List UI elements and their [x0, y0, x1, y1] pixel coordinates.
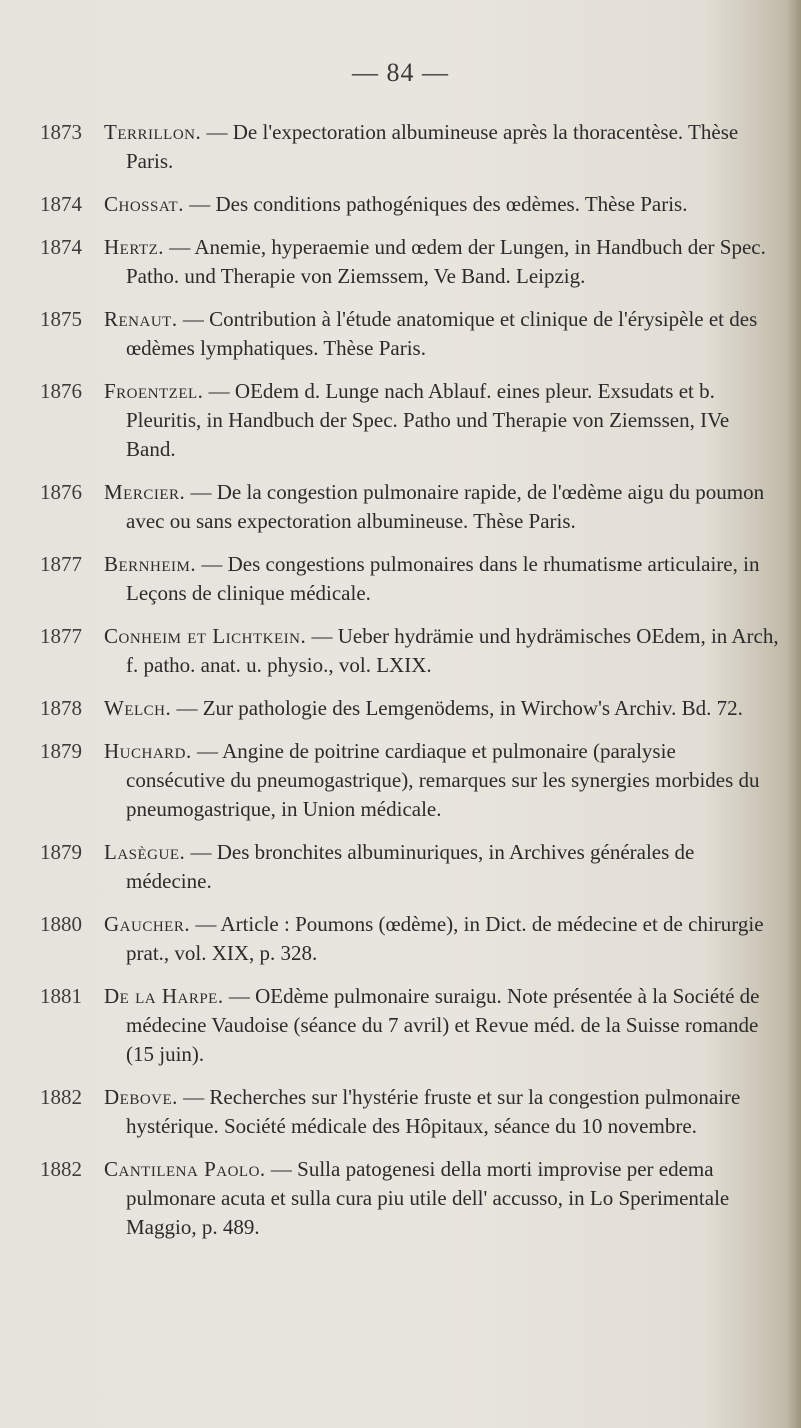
entry-year: 1879: [40, 739, 82, 763]
entry-text: — Zur pathologie des Lemgenödems, in Wirchow's Archiv. Bd. 72.: [171, 696, 743, 720]
entry-author: Renaut.: [104, 307, 178, 331]
bibliography-entry: [40, 737, 780, 824]
entry-year: 1878: [40, 696, 82, 720]
entry-body: [98, 910, 780, 968]
bibliography-entry: [40, 118, 780, 176]
bibliography-list: [40, 118, 780, 1256]
entry-text: — Sulla patogenesi della morti improvise per edema pulmonare acuta et sulla cura piu utile dell' accusso, in Lo Sperimentale Maggio, p. 489.: [126, 1157, 730, 1239]
entry-year: 1876: [40, 379, 82, 403]
entry-body: [98, 190, 780, 219]
entry-body: [98, 118, 780, 176]
entry-author: Terrillon.: [104, 120, 202, 144]
entry-body: [98, 694, 780, 723]
bibliography-entry: [40, 838, 780, 896]
entry-body: [98, 377, 780, 464]
entry-text: — Article : Poumons (œdème), in Dict. de médecine et de chirurgie prat., vol. XIX, p. 328.: [126, 912, 764, 965]
bibliography-entry: [40, 190, 780, 219]
entry-year: 1880: [40, 912, 82, 936]
entry-text: — Des congestions pulmonaires dans le rhumatisme articulaire, in Leçons de clinique médicale.: [126, 552, 760, 605]
entry-author: Froentzel.: [104, 379, 204, 403]
entry-text: — Ueber hydrämie und hydrämisches OEdem, in Arch, f. patho. anat. u. physio., vol. LXIX.: [126, 624, 779, 677]
bibliography-entry: [40, 305, 780, 363]
entry-text: — De l'expectoration albumineuse après la thoracentèse. Thèse Paris.: [126, 120, 739, 173]
page-edge-shadow: [787, 0, 801, 1428]
bibliography-entry: [40, 982, 780, 1069]
entry-body: [98, 1083, 780, 1141]
bibliography-entry: [40, 233, 780, 291]
entry-text: — Anemie, hyperaemie und œdem der Lungen, in Handbuch der Spec. Patho. und Therapie von Ziemssem, Ve Band. Leipzig.: [126, 235, 766, 288]
entry-year: 1881: [40, 984, 82, 1008]
entry-body: [98, 982, 780, 1069]
entry-author: Huchard.: [104, 739, 192, 763]
entry-text: — Contribution à l'étude anatomique et clinique de l'érysipèle et des œdèmes lymphatiques. Thèse Paris.: [126, 307, 758, 360]
bibliography-entry: [40, 694, 780, 723]
entry-author: De la Harpe.: [104, 984, 224, 1008]
entry-year: 1874: [40, 192, 82, 216]
entry-author: Debove.: [104, 1085, 178, 1109]
bibliography-entry: [40, 910, 780, 968]
entry-body: [98, 838, 780, 896]
entry-author: Gaucher.: [104, 912, 191, 936]
entry-author: Lasègue.: [104, 840, 186, 864]
bibliography-entry: [40, 377, 780, 464]
entry-text: — OEdème pulmonaire suraigu. Note présentée à la Société de médecine Vaudoise (séance du 7 avril) et Revue méd. de la Suisse romande (15 juin).: [126, 984, 760, 1066]
bibliography-entry: [40, 1083, 780, 1141]
entry-body: [98, 233, 780, 291]
entry-year: 1882: [40, 1085, 82, 1109]
entry-text: — OEdem d. Lunge nach Ablauf. eines pleur. Exsudats et b. Pleuritis, in Handbuch der Spec. Patho und Therapie von Ziemssen, IVe Band.: [126, 379, 730, 461]
entry-year: 1873: [40, 120, 82, 144]
page-number: — 84 —: [352, 58, 449, 87]
entry-text: — Des conditions pathogéniques des œdèmes. Thèse Paris.: [183, 192, 688, 216]
entry-text: — Des bronchites albuminuriques, in Archives générales de médecine.: [126, 840, 695, 893]
entry-author: Welch.: [104, 696, 172, 720]
entry-year: 1876: [40, 480, 82, 504]
entry-text: — De la congestion pulmonaire rapide, de l'œdème aigu du poumon avec ou sans expectoration albumineuse. Thèse Paris.: [126, 480, 765, 533]
entry-author: Cantilena Paolo.: [104, 1157, 266, 1181]
entry-author: Chossat.: [104, 192, 184, 216]
bibliography-entry: [40, 550, 780, 608]
entry-text: — Angine de poitrine cardiaque et pulmonaire (paralysie consécutive du pneumogastrique), remarques sur les synergies morbides du pneumogastrique, in Union médicale.: [126, 739, 760, 821]
entry-year: 1882: [40, 1157, 82, 1181]
entry-year: 1877: [40, 624, 82, 648]
bibliography-entry: [40, 622, 780, 680]
bibliography-entry: [40, 478, 780, 536]
bibliography-entry: [40, 1155, 780, 1242]
entry-body: [98, 1155, 780, 1242]
entry-body: [98, 305, 780, 363]
entry-body: [98, 737, 780, 824]
entry-body: [98, 478, 780, 536]
entry-body: [98, 622, 780, 680]
entry-author: Conheim et Lichtkein.: [104, 624, 307, 648]
entry-year: 1877: [40, 552, 82, 576]
entry-year: 1879: [40, 840, 82, 864]
entry-year: 1874: [40, 235, 82, 259]
entry-body: [98, 550, 780, 608]
entry-author: Bernheim.: [104, 552, 197, 576]
entry-author: Mercier.: [104, 480, 186, 504]
entry-text: — Recherches sur l'hystérie fruste et sur la congestion pulmonaire hystérique. Société médicale des Hôpitaux, séance du 10 novembre.: [126, 1085, 741, 1138]
entry-author: Hertz.: [104, 235, 165, 259]
entry-year: 1875: [40, 307, 82, 331]
